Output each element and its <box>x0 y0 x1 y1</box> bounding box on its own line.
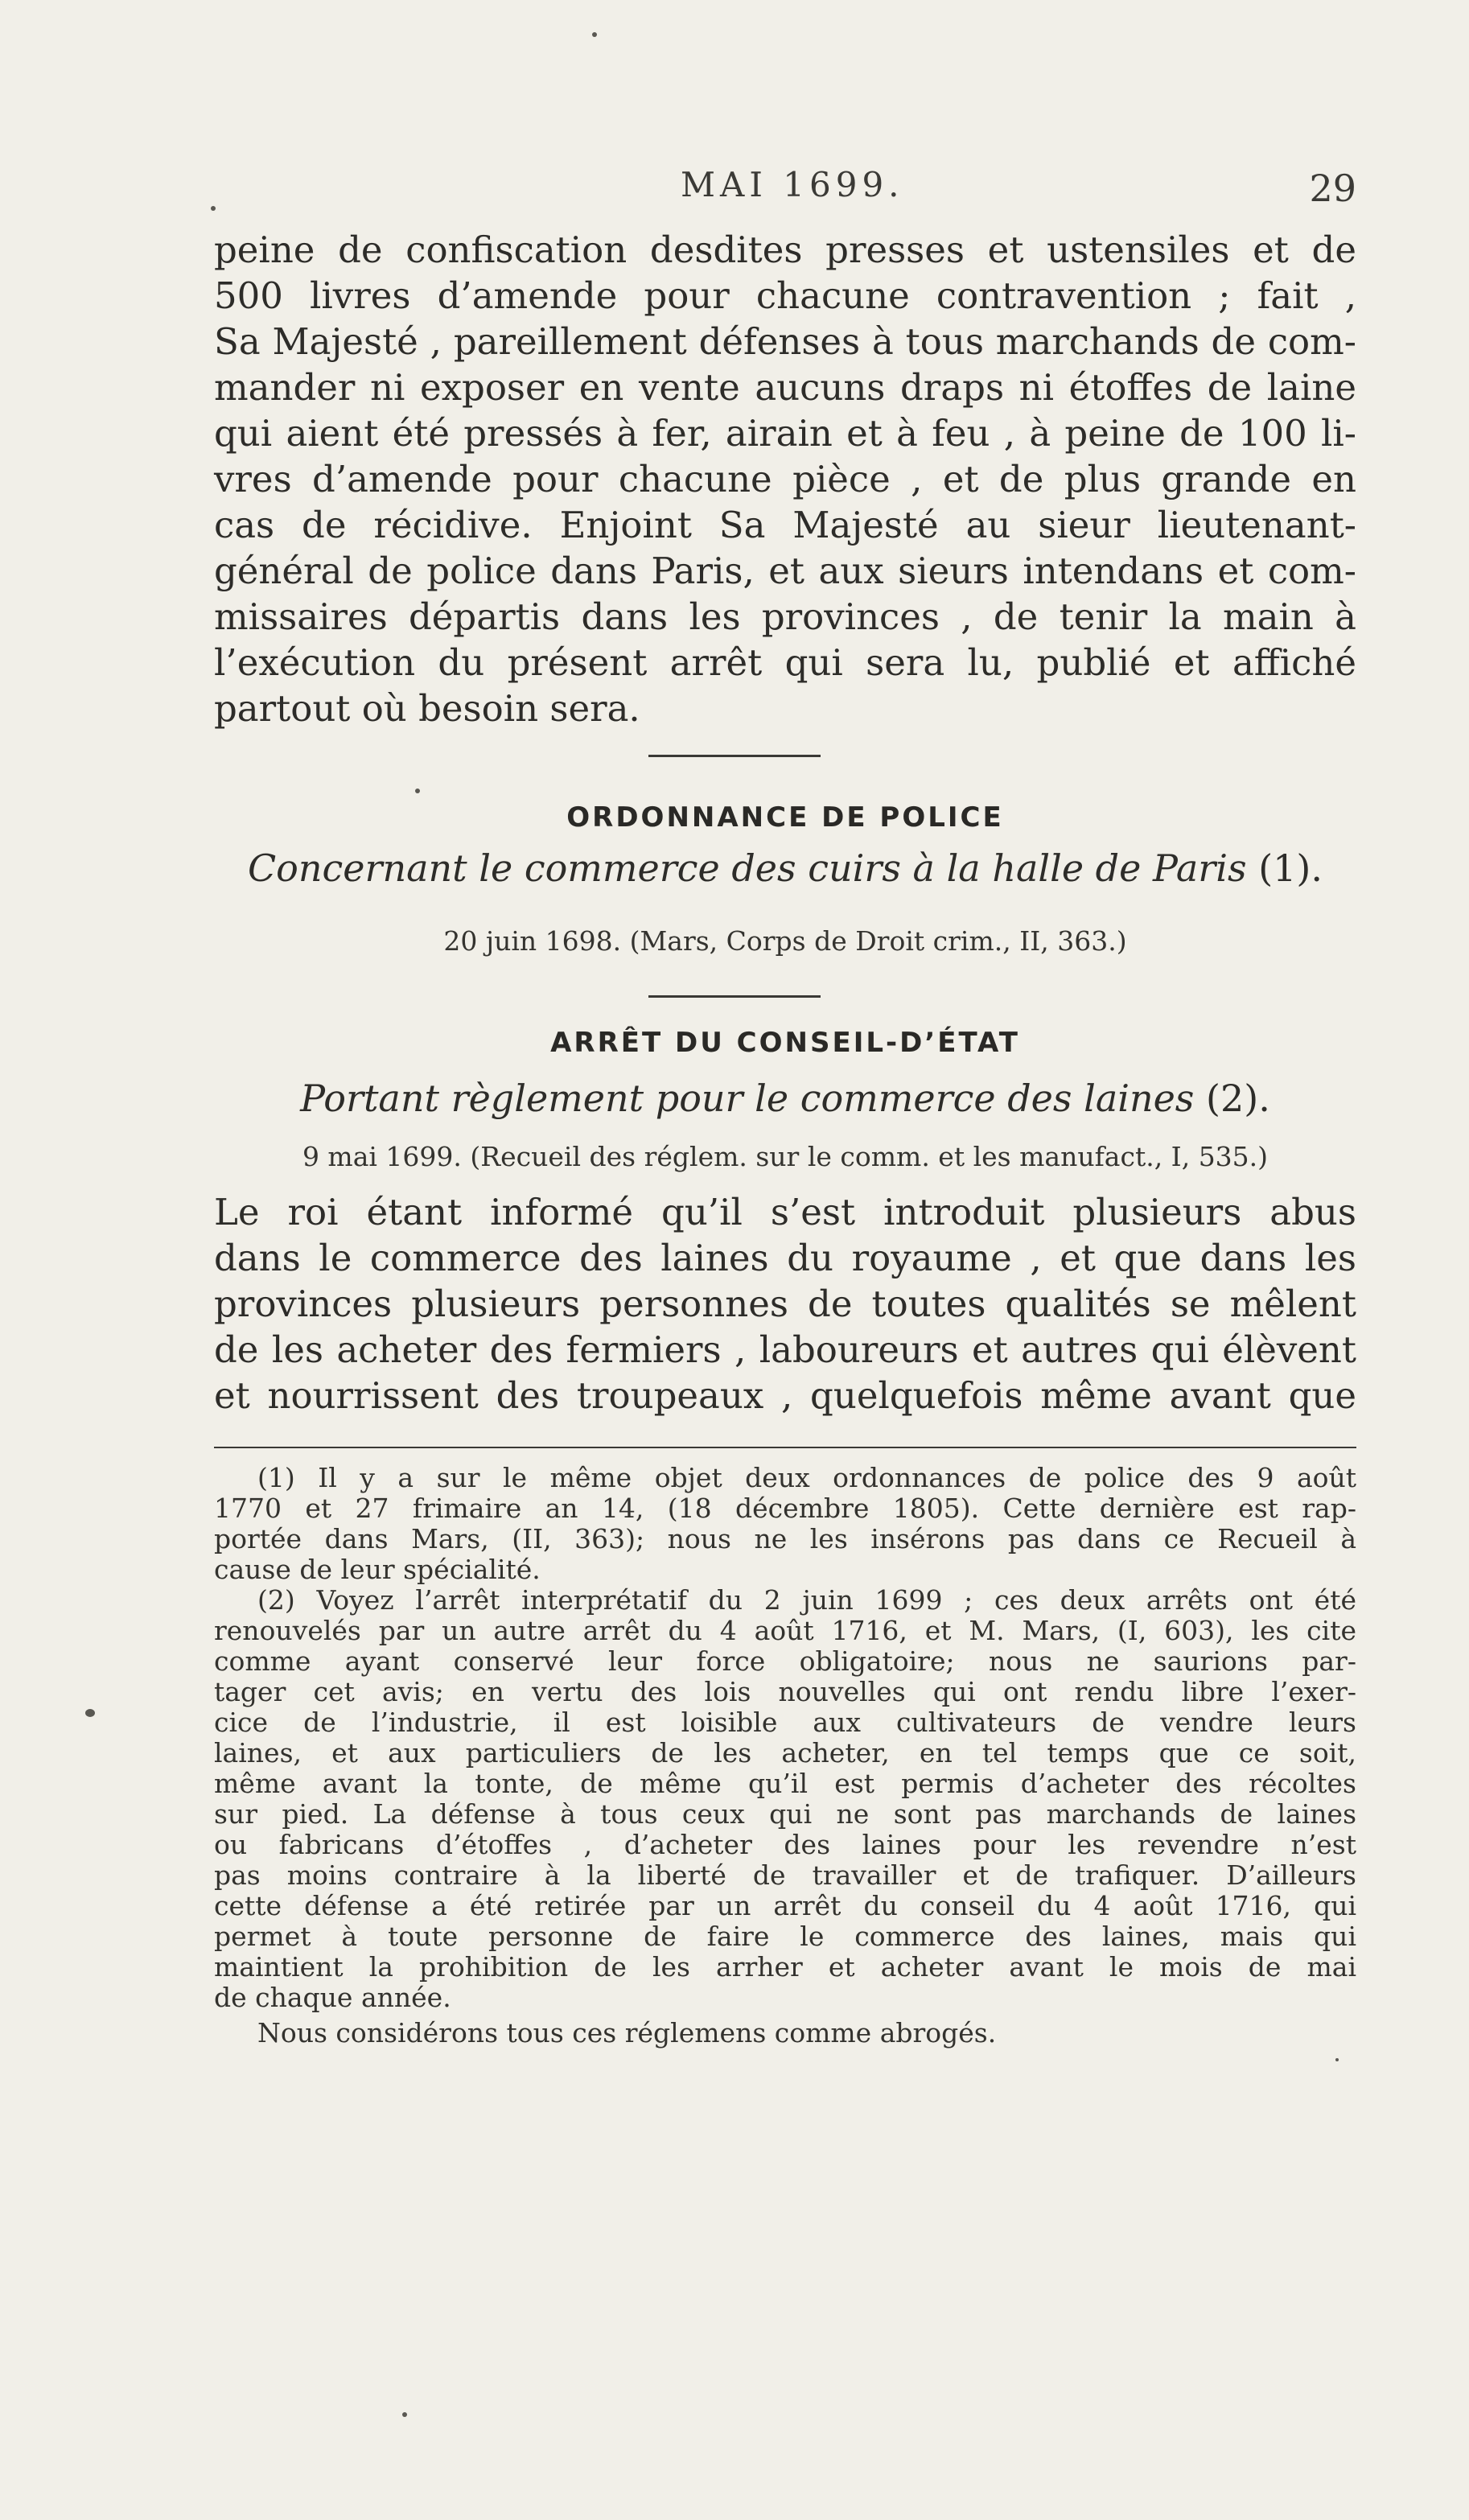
print-speck <box>415 789 420 793</box>
footnote-line: cice de l’industrie, il est loisible aux cultivateurs de vendre leurs <box>214 1707 1356 1738</box>
text-line: provinces plusieurs personnes de toutes qualités se mêlent <box>214 1283 1356 1325</box>
print-speck <box>592 32 597 37</box>
running-head <box>214 165 1356 213</box>
text-line: vres d’amende pour chacune pièce , et de plus grande en <box>214 458 1356 500</box>
text-line: qui aient été pressés à fer, airain et à feu , à peine de 100 li- <box>214 412 1356 455</box>
section-date-ordonnance: 20 juin 1698. (Mars, Corps de Droit crim., II, 363.) <box>443 925 1127 957</box>
footnote-line: même avant la tonte, de même qu’il est permis d’acheter des récoltes <box>214 1768 1356 1799</box>
section-title-ordonnance: ORDONNANCE DE POLICE <box>566 801 1004 834</box>
running-title: MAI 1699. <box>681 165 904 204</box>
footnote-closing <box>214 2018 1356 2049</box>
print-speck <box>85 1709 95 1717</box>
text-line: mander ni exposer en vente aucuns draps ni étoffes de laine <box>214 366 1356 409</box>
footnote-line: (1) Il y a sur le même objet deux ordonnances de police des 9 août <box>257 1462 1356 1493</box>
opening-paragraph <box>214 227 1356 731</box>
footnote-1 <box>214 1463 1356 1585</box>
arret-paragraph <box>214 1189 1356 1419</box>
print-speck <box>402 2412 407 2417</box>
footnote-line: 1770 et 27 frimaire an 14, (18 décembre 1805). Cette dernière est rap- <box>214 1493 1356 1524</box>
footnote-line: permet à toute personne de faire le commerce des laines, mais qui <box>214 1921 1356 1952</box>
text-line: cas de récidive. Enjoint Sa Majesté au sieur lieutenant- <box>214 504 1356 546</box>
text-line: missaires départis dans les provinces , de tenir la main à <box>214 595 1356 638</box>
footnote-line: tager cet avis; en vertu des lois nouvelles qui ont rendu libre l’exer- <box>214 1676 1356 1707</box>
text-line: Sa Majesté , pareillement défenses à tous marchands de com- <box>214 320 1356 363</box>
footnote-line: sur pied. La défense à tous ceux qui ne sont pas marchands de laines <box>214 1798 1356 1830</box>
footnote-line: laines, et aux particuliers de les acheter, en tel temps que ce soit, <box>214 1737 1356 1769</box>
footnote-ref: (2). <box>1206 1077 1270 1120</box>
text-line: dans le commerce des laines du royaume , et que dans les <box>214 1237 1356 1279</box>
text-line: Le roi étant informé qu’il s’est introduit plusieurs abus <box>214 1191 1356 1233</box>
footnote-separator <box>214 1447 1356 1448</box>
section-divider <box>648 995 821 998</box>
footnote-line: maintient la prohibition de les arrher et acheter avant le mois de mai <box>214 1951 1356 1983</box>
footnote-line: ou fabricans d’étoffes , d’acheter des laines pour les revendre n’est <box>214 1829 1356 1860</box>
footnote-2 <box>214 1585 1356 2013</box>
footnote-line: Nous considérons tous ces réglemens comme abrogés. <box>257 2017 997 2049</box>
footnote-line: pas moins contraire à la liberté de travailler et de trafiquer. D’ailleurs <box>214 1859 1356 1891</box>
footnote-ref: (1). <box>1258 846 1323 890</box>
page-number: 29 <box>1309 167 1356 210</box>
print-speck <box>211 206 216 211</box>
footnote-line: portée dans Mars, (II, 363); nous ne les insérons pas dans ce Recueil à <box>214 1523 1356 1554</box>
section-divider <box>648 755 821 757</box>
footnote-line: renouvelés par un autre arrêt du 4 août 1716, et M. Mars, (I, 603), les cite <box>214 1615 1356 1646</box>
footnote-line: cette défense a été retirée par un arrêt du conseil du 4 août 1716, qui <box>214 1890 1356 1921</box>
footnote-line: cause de leur spécialité. <box>214 1554 541 1585</box>
text-line: général de police dans Paris, et aux sieurs intendans et com- <box>214 550 1356 592</box>
text-line: et nourrissent des troupeaux , quelquefois même avant que <box>214 1374 1356 1417</box>
footnote-line: (2) Voyez l’arrêt interprétatif du 2 juin 1699 ; ces deux arrêts ont été <box>257 1584 1356 1616</box>
footnote-line: de chaque année. <box>214 1982 451 2013</box>
print-speck <box>1335 2058 1339 2061</box>
section-title-arret: ARRÊT DU CONSEIL-D’ÉTAT <box>550 1027 1020 1059</box>
section-date-arret: 9 mai 1699. (Recueil des réglem. sur le comm. et les manufact., I, 535.) <box>302 1141 1269 1172</box>
text-line: 500 livres d’amende pour chacune contravention ; fait , <box>214 274 1356 317</box>
text-line: l’exécution du présent arrêt qui sera lu, publié et affiché <box>214 641 1356 684</box>
text-line: de les acheter des fermiers , laboureurs et autres qui élèvent <box>214 1328 1356 1371</box>
section-subtitle-arret <box>214 1077 1356 1120</box>
text-line: partout où besoin sera. <box>214 687 640 730</box>
text-line: peine de confiscation desdites presses et ustensiles et de <box>214 229 1356 271</box>
subtitle-text: Concernant le commerce des cuirs à la halle de Paris <box>247 846 1247 890</box>
section-subtitle-ordonnance <box>214 846 1356 890</box>
subtitle-text: Portant règlement pour le commerce des laines <box>300 1077 1195 1120</box>
footnote-line: comme ayant conservé leur force obligatoire; nous ne saurions par- <box>214 1645 1356 1677</box>
